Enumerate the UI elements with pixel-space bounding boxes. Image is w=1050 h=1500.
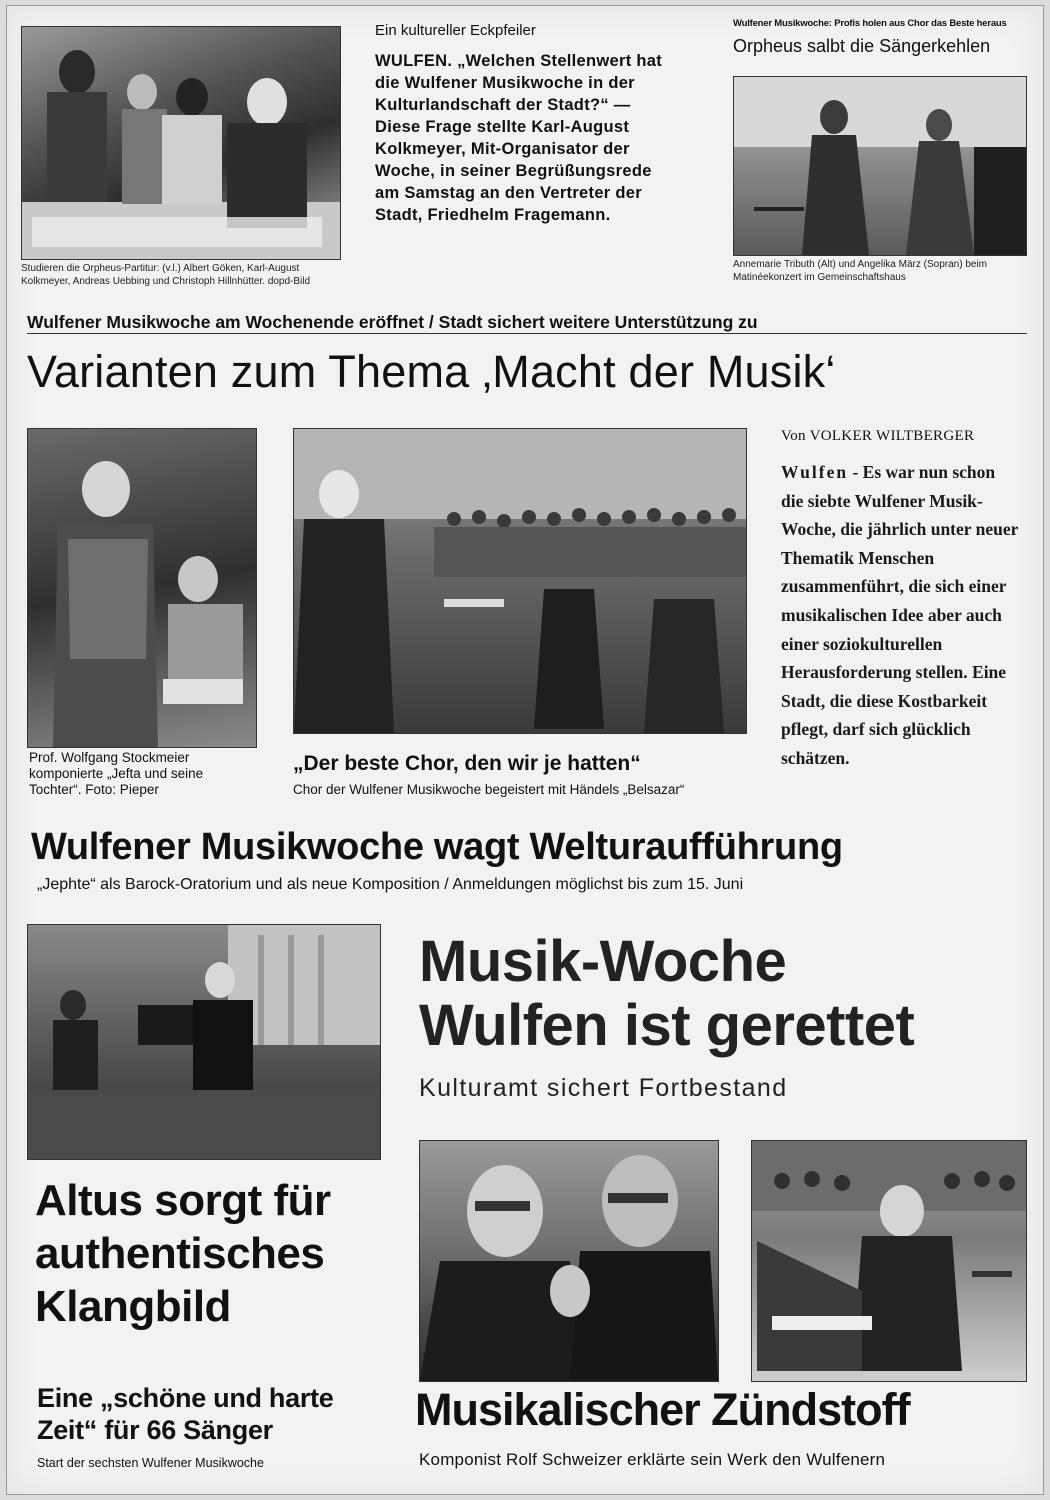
photo-credit: dopd-Bild (267, 276, 311, 287)
headline-line-1: Altus sorgt für (35, 1176, 331, 1225)
kicker-kultureller-eckpfeiler: Ein kultureller Eckpfeiler (375, 22, 536, 39)
article-body-eckpfeiler: WULFEN. „Welchen Stellenwert hat die Wulfener Musikwoche in der Kulturlandschaft der Stadt?“ — Diese Frage stellte Karl-August Kolkmeyer, Mit-Organisator der Woche, in seiner Begrüßungsrede am Samstag an den Vertreter der Stadt, Friedhelm Fragemann. (375, 52, 663, 224)
headline-bester-chor: „Der beste Chor, den wir je hatten“ (293, 752, 641, 775)
subline-welturauffuehrung: „Jephte“ als Barock-Oratorium und als neue Komposition / Anmeldungen möglichst bis zum 15. Juni (37, 876, 744, 893)
subline-bester-chor: Chor der Wulfener Musikwoche begeistert mit Händels „Belsazar“ (293, 782, 685, 797)
headline-varianten: Varianten zum Thema ‚Macht der Musik‘ (27, 346, 836, 397)
photo-stockmeier (27, 428, 257, 748)
rule-under-overline (27, 333, 1027, 334)
headline-orpheus: Orpheus salbt die Sängerkehlen (733, 36, 991, 56)
subline-zuendstoff: Komponist Rolf Schweizer erklärte sein Werk den Wulfenern (419, 1450, 886, 1469)
newspaper-collage-page (6, 5, 1044, 1495)
caption-label: Studieren die Orpheus-Partitur: (21, 263, 160, 274)
photo-caption-stockmeier (29, 750, 257, 798)
headline-line-3: Klangbild (35, 1282, 231, 1331)
headline-line-2: Wulfen ist gerettet (419, 993, 915, 1058)
photo-singers-matinee (733, 76, 1027, 256)
article-text: - Es war nun schon die siebte Wulfener Musik-Woche, die jährlich unter neuer Thematik Menschen zusammenführt, die sich einer musikalischen Idee aber auch einer soziokulturellen Herausforderung stellen. Eine Stadt, die diese Kostbarkeit pflegt, darf sich glücklich schätzen. (781, 462, 1019, 768)
photo-orchestra-belsazar (293, 428, 747, 734)
photo-altus-choir (27, 924, 381, 1160)
headline-line-2: authentisches (35, 1229, 325, 1278)
kicker-orpheus: Wulfener Musikwoche: Profis holen aus Chor das Beste heraus (733, 18, 1007, 29)
subline-line-2: Zeit“ für 66 Sänger (37, 1415, 273, 1445)
tag-altus: Start der sechsten Wulfener Musikwoche (37, 1456, 264, 1470)
caption-text: (v.l.) Albert Göken, Karl-August Kolkmeyer, Andreas Uebbing und Christoph Hillnhütter. (21, 263, 300, 287)
byline-wiltberger: Von VOLKER WILTBERGER (781, 428, 975, 444)
article-body-varianten (781, 458, 1019, 773)
photo-orpheus-score (21, 26, 341, 260)
headline-gerettet (419, 930, 1039, 1058)
dateline-place: Wulfen (781, 462, 849, 482)
subline-gerettet: Kulturamt sichert Fortbestand (419, 1074, 788, 1102)
photo-schweizer-portrait (419, 1140, 719, 1382)
overline-varianten: Wulfener Musikwoche am Wochenende eröffnet / Stadt sichert weitere Unterstützung zu (27, 312, 758, 332)
photo-caption-orpheus (21, 262, 341, 288)
photo-caption-singers: Annemarie Tributh (Alt) und Angelika März (Sopran) beim Matinéekonzert im Gemeinschaftshaus (733, 259, 988, 283)
headline-welturauffuehrung: Wulfener Musikwoche wagt Welturaufführung (31, 826, 843, 868)
photo-credit: Foto: Pieper (85, 782, 159, 797)
photo-schweizer-piano (751, 1140, 1027, 1382)
subline-altus (37, 1382, 397, 1446)
headline-altus (35, 1174, 395, 1333)
caption-text: Prof. Wolfgang Stockmeier komponierte „Jefta und seine Tochter“. (29, 750, 204, 797)
headline-zuendstoff: Musikalischer Zündstoff (415, 1384, 910, 1435)
subline-line-1: Eine „schöne und harte (37, 1383, 334, 1413)
headline-line-1: Musik-Woche (419, 929, 787, 994)
